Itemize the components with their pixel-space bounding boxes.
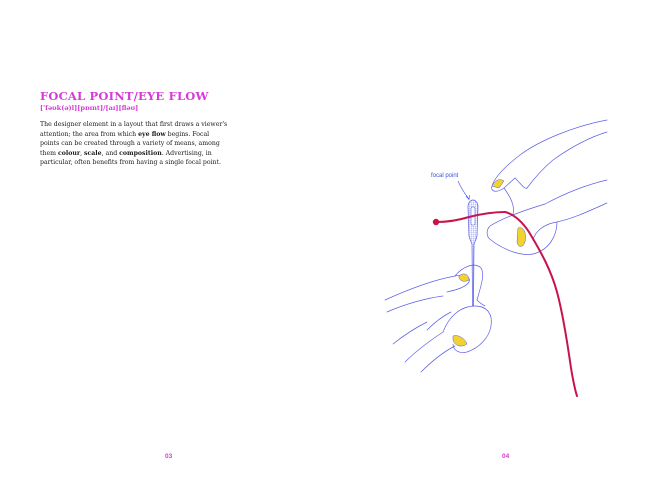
focal-point-callout-label: focal point bbox=[431, 173, 459, 179]
lower-hand bbox=[385, 265, 491, 372]
definition-separator: , bbox=[80, 149, 85, 157]
upper-hand bbox=[487, 120, 607, 255]
page-number-left: 03 bbox=[165, 453, 173, 460]
entry-definition bbox=[40, 120, 230, 168]
hands-threading-needle-illustration bbox=[335, 0, 670, 488]
term-eye-flow: eye flow bbox=[138, 130, 166, 138]
entry-pronunciation: ['fəʊk(ə)l][pɒɪnt]/[aɪ][fləʊ] bbox=[40, 104, 139, 112]
entry-title: FOCAL POINT/EYE FLOW bbox=[40, 89, 209, 103]
definition-text: The designer element in a layout that first draws a viewer's attention; the area from which bbox=[40, 121, 228, 138]
callout-arrow bbox=[458, 181, 469, 199]
thread bbox=[437, 212, 577, 396]
term-colour: colour bbox=[57, 149, 81, 157]
definition-separator: , and bbox=[101, 149, 120, 157]
definition-text: begins. Focal points can be created through a variety of means, among them bbox=[40, 130, 220, 157]
definition-text: . Advertising, in particular, often benefits from having a single focal point. bbox=[40, 149, 221, 167]
thread-knot bbox=[433, 219, 439, 225]
term-scale: scale bbox=[84, 149, 102, 157]
page-number-right: 04 bbox=[502, 453, 510, 460]
term-composition: composition bbox=[119, 149, 162, 157]
